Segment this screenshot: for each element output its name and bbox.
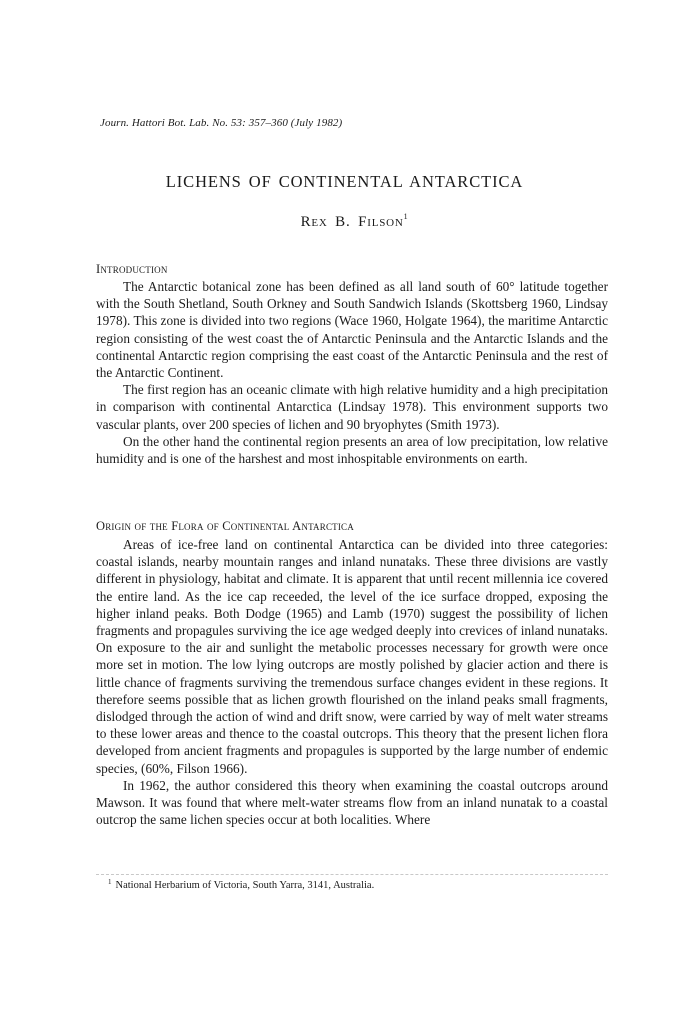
author-footnote-marker: 1 xyxy=(403,212,409,221)
footnote xyxy=(108,878,374,891)
introduction-body xyxy=(96,278,608,467)
author-name: Rex B. Filson xyxy=(300,214,404,230)
origin-body xyxy=(96,536,608,828)
paragraph: The first region has an oceanic climate with high relative humidity and a high precipitation in comparison with continental Antarctica (Lindsay 1978). This environment supports two vascular plants, over 200 species of lichen and 90 bryophytes (Smith 1973). xyxy=(96,382,608,432)
footnote-divider xyxy=(96,874,608,875)
paragraph: In 1962, the author considered this theory when examining the coastal outcrops around Mawson. It was found that where melt-water streams flow from an inland nunatak to a coastal outcrop the same lichen species occur at both localities. Where xyxy=(96,777,608,828)
paragraph: The Antarctic botanical zone has been defined as all land south of 60° latitude together with the South Shetland, South Orkney and South Sandwich Islands (Skottsberg 1960, Lindsay 1978). This zone is divided into two regions (Wace 1960, Holgate 1964), the maritime Antarctic region consisting of the west coast the of Antarctic Peninsula and the Antarctic Islands and the continental Antarctic region comprising the east coast of the Antarctic Peninsula and the rest of the Antarctic Continent. xyxy=(96,279,608,381)
section-heading-origin: Origin of the Flora of Continental Antarctica xyxy=(96,519,354,533)
section-heading-introduction: Introduction xyxy=(96,262,168,276)
journal-reference: Journ. Hattori Bot. Lab. No. 53: 357–360 (July 1982) xyxy=(100,117,343,129)
paper-title: LICHENS OF CONTINENTAL ANTARCTICA xyxy=(165,172,524,191)
footnote-marker: 1 xyxy=(108,878,112,886)
paragraph: On the other hand the continental region presents an area of low precipitation, low relative humidity and is one of the harshest and most inhospitable environments on earth. xyxy=(96,433,608,467)
paragraph: Areas of ice-free land on continental Antarctica can be divided into three categories: coastal islands, nearby mountain ranges and inland nunataks. These three divisions are vastly different in physiology, habitat and climate. It is apparent that until recent millennia ice covered the entire land. As the ice cap receeded, the level of the ice surface dropped, exposing the higher inland peaks. Both Dodge (1965) and Lamb (1970) suggest the possibility of lichen fragments and propagules surviving the ice age wedged deeply into crevices of inland nunataks. On exposure to the air and sunlight the metabolic processes necessary for growth were once more set in motion. The low lying outcrops are mostly polished by glacier action and there is little chance of fragments surviving the tremendous surface changes evident in these regions. It therefore seems possible that as lichen growth flourished on the inland peaks small fragments, dislodged through the action of wind and drift snow, were carried by way of melt water streams to these lower areas and thence to the coastal outcrops. This theory that the present lichen flora developed from ancient fragments and propagules is supported by the large number of endemic species, (60%, Filson 1966). xyxy=(96,537,608,776)
author-line xyxy=(0,212,689,231)
footnote-text: National Herbarium of Victoria, South Yarra, 3141, Australia. xyxy=(115,880,375,891)
